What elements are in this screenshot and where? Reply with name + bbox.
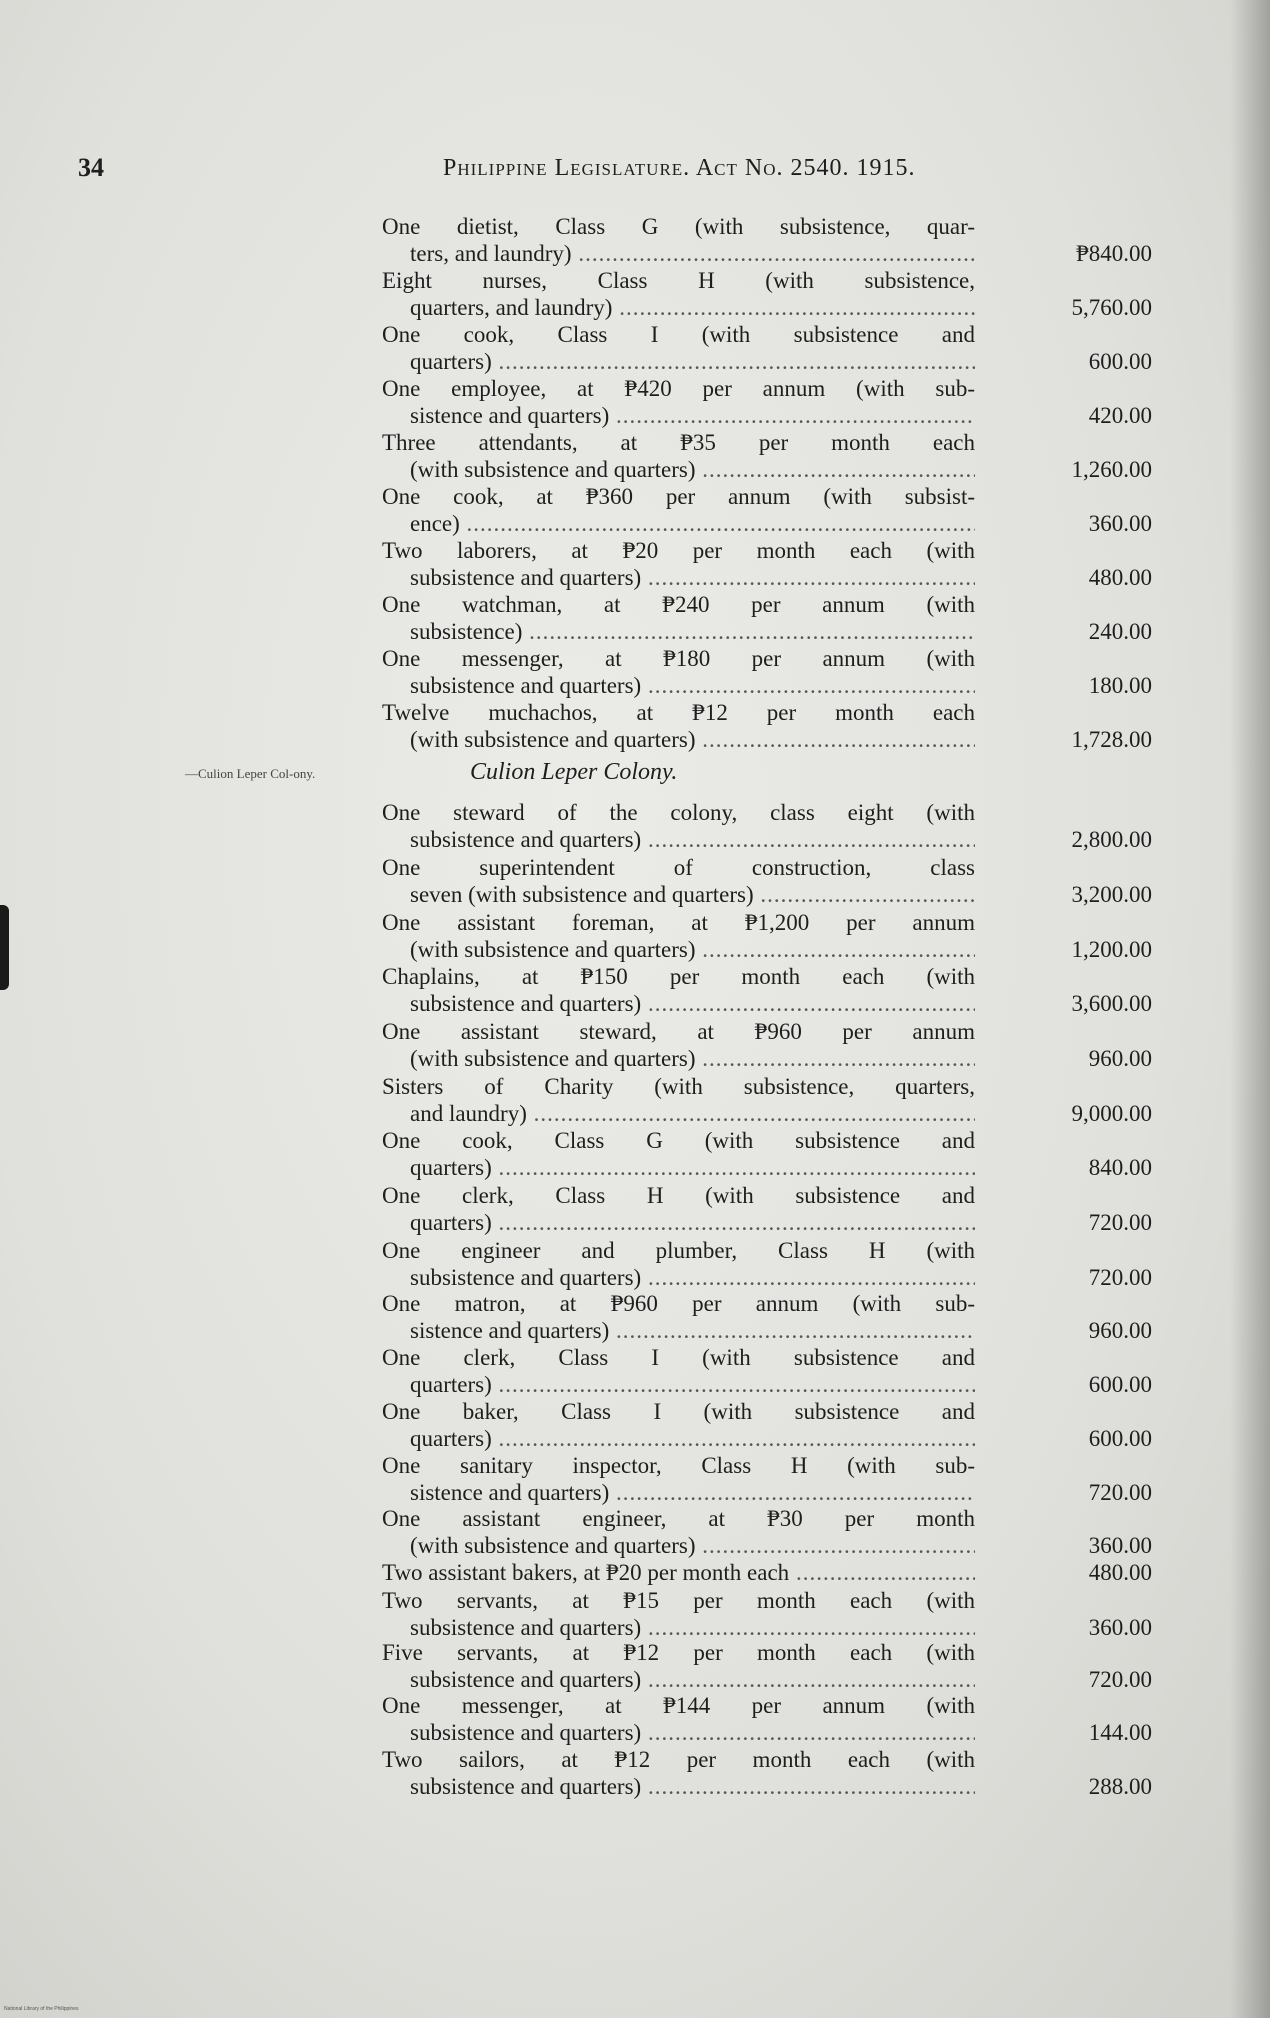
archive-stamp: National Library of the Philippines [4,2006,79,2012]
entry-description-line2: quarters, and laundry) ..... [410,295,975,321]
entry-description-line2: quarters) ..... [410,1426,975,1452]
entry-amount: 480.00 [1088,1560,1152,1585]
entry-description-line2: subsistence and quarters) ..... [410,827,975,853]
entry-description-line2: seven (with subsistence and quarters) ..... [410,882,975,908]
entry-description-line1: Eight nurses, Class H (with subsistence, [382,268,975,293]
entry-description-line2: quarters) ..... [410,349,975,375]
entry-amount: 960.00 [1088,1046,1152,1071]
entry-amount: 600.00 [1088,1426,1152,1451]
entry-description-line1: One clerk, Class I (with subsistence and [382,1345,975,1370]
entry-description-line1: Five servants, at ₱12 per month each (with [382,1640,975,1665]
margin-note: —Culion Leper Col-ony. [185,766,316,781]
entry-amount: 240.00 [1088,619,1152,644]
entry-amount: 1,260.00 [1071,457,1152,482]
entry-description-line2: (with subsistence and quarters) ..... [410,937,975,963]
entry-amount: 180.00 [1088,673,1152,698]
entry-description-line1: One messenger, at ₱180 per annum (with [382,646,975,671]
entry-amount: 600.00 [1088,349,1152,374]
entry-amount: 960.00 [1088,1318,1152,1343]
entry-description-line2: (with subsistence and quarters) ..... [410,457,975,483]
entry-description-line2: subsistence and quarters) ..... [410,1265,975,1291]
entry-description-line2: quarters) ..... [410,1210,975,1236]
entry-description-line1: One employee, at ₱420 per annum (with sub- [382,376,975,401]
binding-mark [0,905,9,990]
entry-description-line1: One sanitary inspector, Class H (with sub- [382,1453,975,1478]
entry-description-line1: Two laborers, at ₱20 per month each (with [382,538,975,563]
entry-description-line2: subsistence and quarters) ..... [410,565,975,591]
entry-description-line1: One assistant foreman, at ₱1,200 per annum [382,910,975,935]
entry-amount: 420.00 [1088,403,1152,428]
entry-amount: 5,760.00 [1071,295,1152,320]
entry-description-line1: One assistant engineer, at ₱30 per month [382,1506,975,1531]
entry-amount: 480.00 [1088,565,1152,590]
entry-amount: 600.00 [1088,1372,1152,1397]
entry-description-line1: One dietist, Class G (with subsistence, quar- [382,214,975,239]
entry-amount: 3,200.00 [1071,882,1152,907]
entry-amount: 720.00 [1088,1480,1152,1505]
entry-description-line2: quarters) ..... [410,1155,975,1181]
entry-description-line2: (with subsistence and quarters) ..... [410,1046,975,1072]
entry-description-line2: ters, and laundry) ..... [410,241,975,267]
page-edge-shadow [1230,0,1270,2018]
entry-amount: 1,200.00 [1071,937,1152,962]
entry-amount: 720.00 [1088,1667,1152,1692]
entry-amount: 9,000.00 [1071,1101,1152,1126]
entry-description-line1: One assistant steward, at ₱960 per annum [382,1019,975,1044]
entry-amount: 3,600.00 [1071,991,1152,1016]
entry-amount: 360.00 [1088,511,1152,536]
entry-description-line1: One engineer and plumber, Class H (with [382,1238,975,1263]
entry-amount: 2,800.00 [1071,827,1152,852]
entry-description-line1: One watchman, at ₱240 per annum (with [382,592,975,617]
entry-description-line2: subsistence and quarters) ..... [410,1720,975,1746]
entry-amount: 1,728.00 [1071,727,1152,752]
entry-amount: 840.00 [1088,1155,1152,1180]
entry-amount: 360.00 [1088,1533,1152,1558]
entry-description-line2: ence) ..... [410,511,975,537]
entry-amount: ₱840.00 [1075,241,1152,266]
entry-description-line1: One clerk, Class H (with subsistence and [382,1183,975,1208]
entry-description-line2: sistence and quarters) ..... [410,1318,975,1344]
entry-amount: 288.00 [1088,1774,1152,1799]
entry-description-line2: subsistence and quarters) ..... [410,991,975,1017]
entry-description-line1: One cook, Class G (with subsistence and [382,1128,975,1153]
page-header [0,153,1270,187]
entry-description-line2: subsistence) ..... [410,619,975,645]
entry-description-line1: One matron, at ₱960 per annum (with sub- [382,1291,975,1316]
entry-description: Two assistant bakers, at ₱20 per month each ..... [382,1560,975,1586]
entry-description-line2: (with subsistence and quarters) ..... [410,1533,975,1559]
entry-description-line1: Chaplains, at ₱150 per month each (with [382,964,975,989]
entry-amount: 144.00 [1088,1720,1152,1745]
page-number: 34 [78,153,104,182]
entry-description-line1: One cook, Class I (with subsistence and [382,322,975,347]
entry-description-line1: One superintendent of construction, class [382,855,975,880]
entry-description-line1: One baker, Class I (with subsistence and [382,1399,975,1424]
entry-description-line2: subsistence and quarters) ..... [410,1667,975,1693]
entry-description-line1: Sisters of Charity (with subsistence, quarters, [382,1074,975,1099]
entry-description-line1: One messenger, at ₱144 per annum (with [382,1693,975,1718]
entry-description-line2: subsistence and quarters) ..... [410,1615,975,1641]
entry-description-line2: quarters) ..... [410,1372,975,1398]
entry-description-line2: subsistence and quarters) ..... [410,1774,975,1800]
entry-amount: 720.00 [1088,1210,1152,1235]
running-title: Philippine Legislature. Act No. 2540. 1915. [443,155,916,181]
entry-amount: 720.00 [1088,1265,1152,1290]
entry-description-line2: sistence and quarters) ..... [410,403,975,429]
entry-amount: 360.00 [1088,1615,1152,1640]
section-heading: Culion Leper Colony. [470,759,678,785]
entry-description-line2: and laundry) ..... [410,1101,975,1127]
entry-description-line1: Two sailors, at ₱12 per month each (with [382,1747,975,1772]
entry-description-line1: Two servants, at ₱15 per month each (with [382,1588,975,1613]
entry-description-line1: Twelve muchachos, at ₱12 per month each [382,700,975,725]
entry-description-line2: sistence and quarters) ..... [410,1480,975,1506]
entry-description-line1: One cook, at ₱360 per annum (with subsist- [382,484,975,509]
entry-description-line1: Three attendants, at ₱35 per month each [382,430,975,455]
entry-description-line2: subsistence and quarters) ..... [410,673,975,699]
entry-description-line2: (with subsistence and quarters) ..... [410,727,975,753]
entry-description-line1: One steward of the colony, class eight (with [382,800,975,825]
